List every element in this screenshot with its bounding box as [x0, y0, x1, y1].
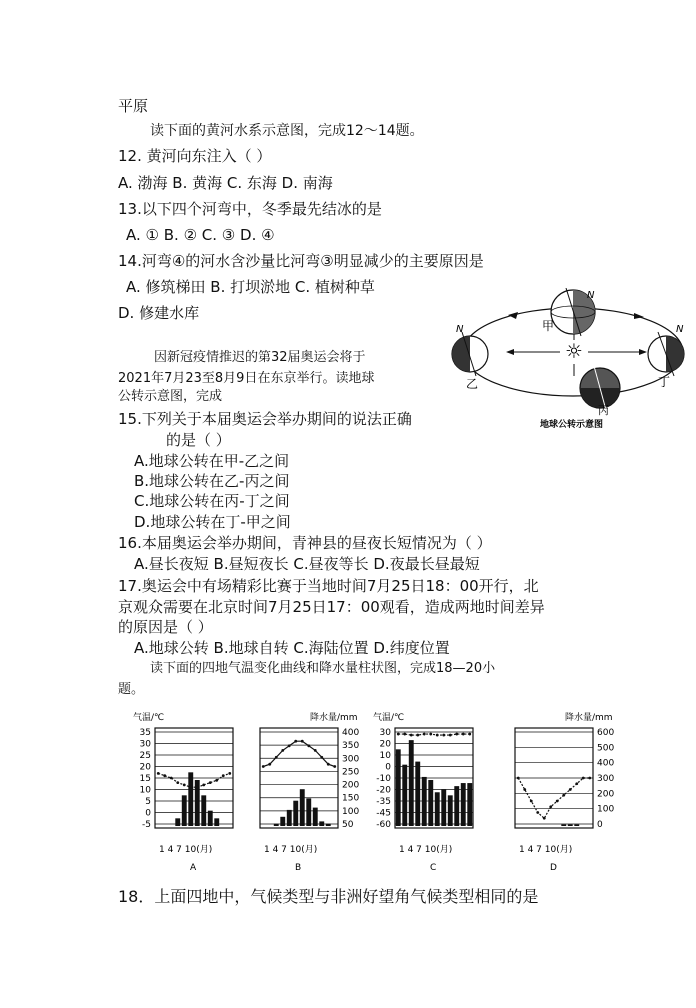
svg-text:N: N — [456, 324, 464, 335]
question-15-option-a: A.地球公转在甲-乙之间 — [134, 452, 290, 470]
temperature-point — [416, 734, 419, 737]
question-12: 12. 黄河向东注入（ ） — [118, 147, 272, 165]
temperature-point — [262, 765, 265, 768]
question-16: 16.本届奥运会举办期间，青神县的昼夜长短情况为（ ） — [118, 534, 492, 552]
tick-label: 10 — [139, 785, 151, 796]
section-intro: 读下面的四地气温变化曲线和降水量柱状图，完成18—20小 — [150, 661, 496, 676]
axis-title: 降水量/mm — [565, 713, 613, 723]
tick-label: 0 — [597, 820, 603, 830]
tick-label: 250 — [342, 767, 360, 778]
tick-label: 30 — [379, 728, 391, 738]
tick-label: -20 — [376, 785, 391, 796]
precip-bar — [402, 765, 407, 826]
precip-bar — [319, 821, 324, 826]
temperature-point — [442, 734, 445, 737]
precip-bar — [274, 824, 279, 826]
label-jia: 甲 — [542, 319, 555, 333]
precip-bar — [396, 749, 401, 826]
question-17-cont: 京观众需要在北京时间7月25日17：00观看，造成两地时间差异 — [118, 598, 545, 616]
question-14-option-d: D. 修建水库 — [118, 304, 200, 322]
question-17-options: A.地球公转 B.地球自转 C.海陆位置 D.纬度位置 — [134, 639, 450, 657]
section-intro: 公转示意图，完成 — [118, 389, 223, 404]
svg-text:N: N — [587, 290, 595, 301]
precip-bar — [313, 808, 318, 826]
temperature-point — [468, 733, 471, 736]
question-13: 13.以下四个河弯中，冬季最先结冰的是 — [118, 200, 382, 218]
temperature-point — [556, 800, 559, 803]
temperature-point — [222, 774, 225, 777]
precip-bar — [175, 818, 180, 826]
question-15-option-c: C.地球公转在丙-丁之间 — [134, 492, 290, 510]
question-18: 18．上面四地中，气候类型与非洲好望角气候类型相同的是 — [118, 887, 539, 906]
orbit-arrow — [508, 312, 518, 319]
tick-label: 300 — [597, 774, 615, 784]
axis-title: 气温/℃ — [133, 713, 165, 723]
section-intro: 读下面的黄河水系示意图，完成12～14题。 — [150, 123, 424, 139]
temperature-point — [582, 777, 585, 780]
temperature-point — [569, 788, 572, 791]
temperature-point — [189, 786, 192, 789]
temperature-line — [398, 734, 470, 735]
temperature-point — [436, 734, 439, 737]
question-16-options: A.昼长夜短 B.昼短夜长 C.昼夜等长 D.夜最长昼最短 — [134, 555, 480, 573]
tick-label: -35 — [376, 797, 391, 807]
temperature-point — [530, 800, 533, 803]
chart-frame — [260, 728, 338, 828]
temperature-point — [423, 733, 426, 736]
tick-label: 600 — [597, 728, 615, 738]
label-yi: 乙 — [466, 377, 479, 391]
chart-name: C — [430, 863, 437, 873]
precip-bar — [214, 818, 219, 826]
precip-bar — [188, 772, 193, 826]
question-15-option-d: D.地球公转在丁-甲之间 — [134, 513, 291, 531]
climate-chart-a — [133, 711, 233, 873]
tick-label: 20 — [379, 739, 391, 750]
tick-label: 15 — [139, 774, 151, 784]
axis-title: 气温/℃ — [373, 713, 405, 723]
temperature-point — [575, 782, 578, 785]
temperature-point — [462, 733, 465, 736]
temperature-point — [333, 765, 336, 768]
precip-bar — [201, 795, 206, 826]
tick-label: -60 — [376, 820, 391, 830]
precip-bar — [182, 795, 187, 826]
tick-label: -5 — [142, 820, 151, 830]
tick-label: 100 — [597, 804, 615, 815]
precip-bar — [422, 777, 427, 826]
tick-label: 35 — [139, 728, 151, 738]
question-14-options: A. 修筑梯田 B. 打坝淤地 C. 植树种草 — [126, 278, 375, 296]
temperature-point — [410, 734, 413, 737]
precip-bar — [280, 817, 285, 826]
question-17-cont: 的原因是（ ） — [118, 618, 213, 636]
temperature-line — [158, 773, 230, 787]
precip-bar — [208, 811, 213, 826]
temperature-point — [183, 784, 186, 787]
question-15: 15.下列关于本届奥运会举办期间的说法正确 — [118, 410, 412, 428]
tick-label: 5 — [145, 797, 151, 807]
precip-bar — [441, 789, 446, 826]
temperature-point — [397, 733, 400, 736]
temperature-point — [215, 779, 218, 782]
precip-bar — [409, 740, 414, 826]
tick-label: 25 — [139, 751, 151, 761]
precip-bar — [448, 795, 453, 826]
precip-bar — [467, 783, 472, 826]
tick-label: 400 — [597, 758, 615, 769]
precip-bar — [428, 780, 433, 826]
chart-name: A — [190, 863, 197, 873]
label-ding: 丁 — [658, 375, 671, 389]
temperature-point — [157, 772, 160, 775]
sun-icon: ☼ — [565, 339, 583, 363]
tick-label: 20 — [139, 762, 151, 773]
temperature-point — [170, 777, 173, 780]
temperature-point — [163, 774, 166, 777]
tick-label: 300 — [342, 754, 360, 765]
section-intro: 题。 — [118, 682, 145, 697]
temperature-point — [588, 777, 591, 780]
precip-bar — [300, 789, 305, 826]
tick-label: -45 — [376, 808, 391, 819]
tick-label: 350 — [342, 741, 360, 752]
climate-charts — [130, 706, 620, 876]
temperature-point — [228, 772, 231, 775]
earth-position-yi — [452, 324, 488, 376]
question-15-option-b: B.地球公转在乙-丙之间 — [134, 472, 290, 490]
tick-label: 30 — [139, 739, 151, 750]
temperature-point — [562, 794, 565, 797]
chart-name: D — [550, 863, 557, 873]
earth-position-jia — [551, 288, 595, 336]
temperature-point — [327, 763, 330, 766]
precip-bar — [326, 824, 331, 826]
question-15-cont: 的是（ ） — [166, 431, 231, 449]
temperature-point — [543, 817, 546, 820]
precip-bar — [435, 792, 440, 826]
svg-text:N: N — [676, 324, 684, 335]
temperature-point — [307, 744, 310, 747]
tick-label: 400 — [342, 728, 360, 738]
temperature-point — [320, 756, 323, 759]
climate-chart-d — [515, 711, 614, 873]
earth-position-ding — [648, 324, 684, 376]
precip-bar — [568, 824, 573, 826]
tick-label: 50 — [342, 820, 354, 830]
temperature-point — [196, 786, 199, 789]
question-17: 17.奥运会中有场精彩比赛于当地时间7月25日18：00开行，北 — [118, 577, 539, 595]
temperature-point — [202, 784, 205, 787]
chart-name: B — [295, 863, 302, 873]
month-axis-label: 1 4 7 10(月) — [264, 845, 318, 855]
temperature-point — [523, 788, 526, 791]
precip-bar — [306, 798, 311, 826]
temperature-line — [518, 778, 590, 818]
temperature-point — [268, 763, 271, 766]
question-12-options: A. 渤海 B. 黄海 C. 东海 D. 南海 — [118, 174, 333, 192]
temperature-point — [288, 744, 291, 747]
tick-label: 10 — [379, 751, 391, 761]
temperature-point — [403, 733, 406, 736]
section-intro: 因新冠疫情推迟的第32届奥运会将于 — [154, 350, 366, 365]
precip-bar — [574, 824, 579, 826]
section-intro: 2021年7月23至8月9日在东京举行。读地球 — [118, 371, 375, 386]
month-axis-label: 1 4 7 10(月) — [159, 845, 213, 855]
temperature-point — [294, 740, 297, 743]
temperature-point — [314, 749, 317, 752]
temperature-point — [281, 749, 284, 752]
temperature-point — [275, 756, 278, 759]
tick-label: 500 — [597, 743, 615, 754]
temperature-point — [429, 733, 432, 736]
temperature-point — [449, 734, 452, 737]
temperature-point — [455, 733, 458, 736]
tick-label: -10 — [376, 774, 391, 784]
question-14: 14.河弯④的河水含沙量比河弯③明显减少的主要原因是 — [118, 252, 484, 270]
orbit-caption: 地球公转示意图 — [540, 420, 604, 430]
climate-chart-c — [373, 711, 473, 873]
temperature-point — [301, 740, 304, 743]
month-axis-label: 1 4 7 10(月) — [519, 845, 573, 855]
axis-title: 降水量/mm — [310, 713, 358, 723]
precip-bar — [293, 801, 298, 826]
climate-chart-b — [260, 711, 359, 873]
tick-label: 100 — [342, 806, 360, 817]
temperature-point — [549, 805, 552, 808]
tick-label: 150 — [342, 793, 360, 804]
question-13-options: A. ① B. ② C. ③ D. ④ — [126, 226, 275, 244]
temperature-point — [536, 811, 539, 814]
tick-label: 200 — [597, 789, 615, 800]
month-axis-label: 1 4 7 10(月) — [399, 845, 453, 855]
precip-bar — [415, 762, 420, 826]
precip-bar — [461, 783, 466, 826]
earth-orbit-diagram — [448, 288, 696, 433]
precip-bar — [561, 824, 566, 826]
precip-bar — [287, 810, 292, 826]
text-line: 平原 — [118, 97, 149, 115]
tick-label: 0 — [385, 762, 391, 773]
temperature-point — [517, 777, 520, 780]
precip-bar — [454, 786, 459, 826]
temperature-point — [176, 781, 179, 784]
label-bing: 丙 — [598, 404, 609, 417]
tick-label: 200 — [342, 780, 360, 791]
temperature-point — [209, 781, 212, 784]
tick-label: 0 — [145, 808, 151, 819]
